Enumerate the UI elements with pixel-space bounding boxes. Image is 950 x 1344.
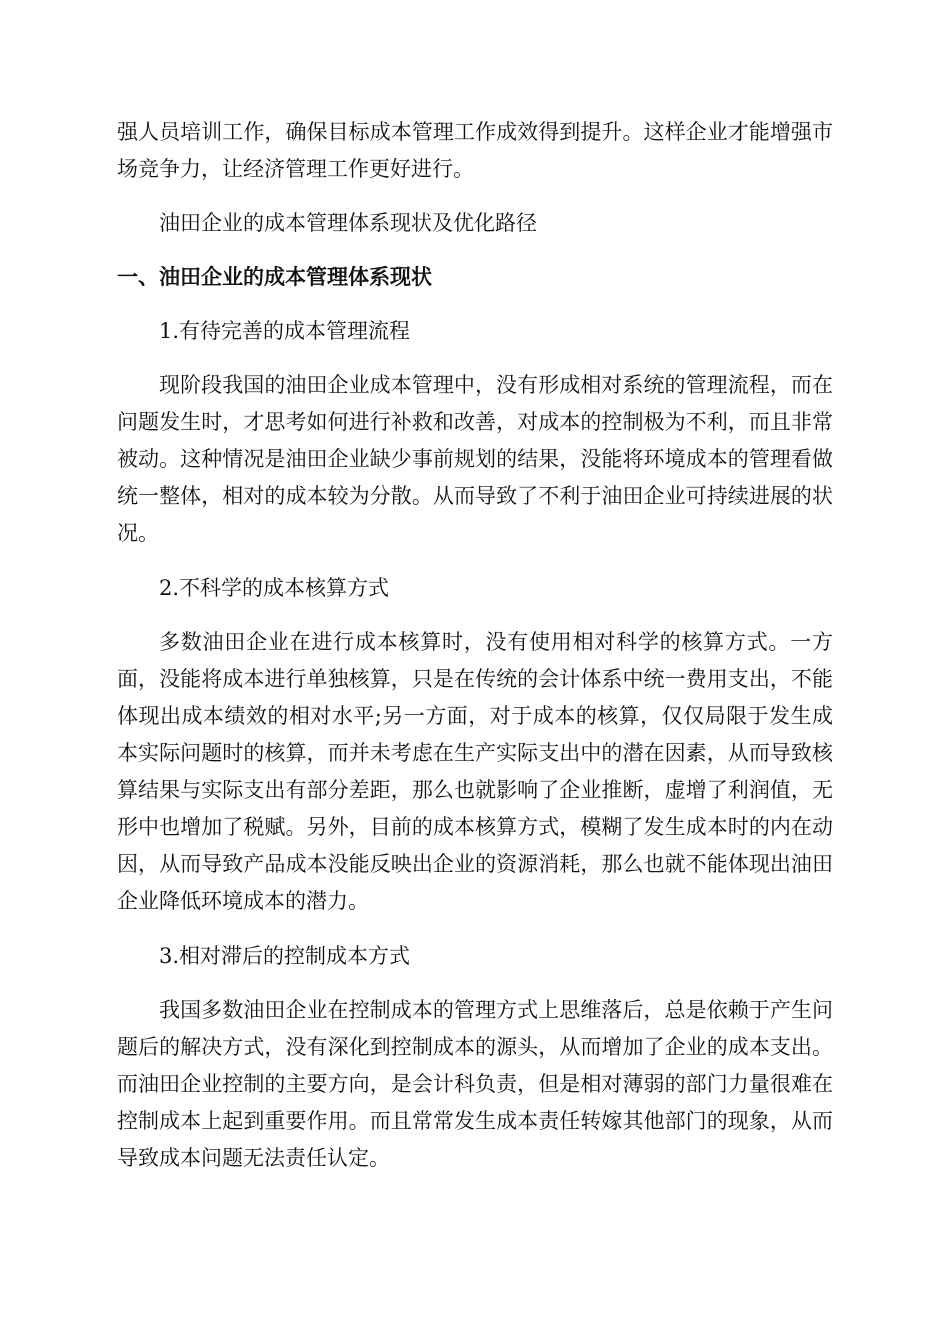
article-title: 油田企业的成本管理体系现状及优化路径: [159, 211, 537, 235]
spacer: [117, 188, 833, 205]
subsection-title-2: 2.不科学的成本核算方式: [159, 576, 390, 600]
spacer: [117, 350, 833, 367]
spacer: [117, 607, 833, 624]
subsection-body-3: 我国多数油田企业在控制成本的管理方式上思维落后，总是依赖于产生问题后的解决方式，没有深化到控制成本的源头，从而增加了企业的成本支出。而油田企业控制的主要方向，是会计科负责，但是相对薄弱的部门力量很难在控制成本上起到重要作用。而且常常发生成本责任转嫁其他部门的现象，从而导致成本问题无法责任认定。: [117, 998, 833, 1170]
subsection-title-3: 3.相对滞后的控制成本方式: [159, 944, 411, 968]
subsection-title-1: 1.有待完善的成本管理流程: [159, 319, 411, 343]
spacer: [117, 975, 833, 992]
spacer: [117, 296, 833, 313]
subsection-body-2: 多数油田企业在进行成本核算时，没有使用相对科学的核算方式。一方面，没能将成本进行单独核算，只是在传统的会计体系中统一费用支出，不能体现出成本绩效的相对水平;另一方面，对于成本的核算，仅仅局限于发生成本实际问题时的核算，而并未考虑在生产实际支出中的潜在因素，从而导致核算结果与实际支出有部分差距，那么也就影响了企业推断，虚增了利润值，无形中也增加了税赋。另外，目前的成本核算方式，模糊了发生成本时的内在动因，从而导致产品成本没能反映出企业的资源消耗，那么也就不能体现出油田企业降低环境成本的潜力。: [117, 630, 833, 913]
intro-continuation-paragraph: 强人员培训工作，确保目标成本管理工作成效得到提升。这样企业才能增强市场竞争力，让经济管理工作更好进行。: [117, 120, 833, 181]
subsection-body-1: 现阶段我国的油田企业成本管理中，没有形成相对系统的管理流程，而在问题发生时，才思考如何进行补救和改善，对成本的控制极为不利，而且非常被动。这种情况是油田企业缺少事前规划的结果，没能将环境成本的管理看做统一整体，相对的成本较为分散。从而导致了不利于油田企业可持续进展的状况。: [117, 373, 833, 545]
section-heading: 一、油田企业的成本管理体系现状: [117, 265, 432, 289]
spacer: [117, 552, 833, 570]
spacer: [117, 242, 833, 259]
document-body: [117, 114, 833, 1177]
spacer: [117, 920, 833, 938]
